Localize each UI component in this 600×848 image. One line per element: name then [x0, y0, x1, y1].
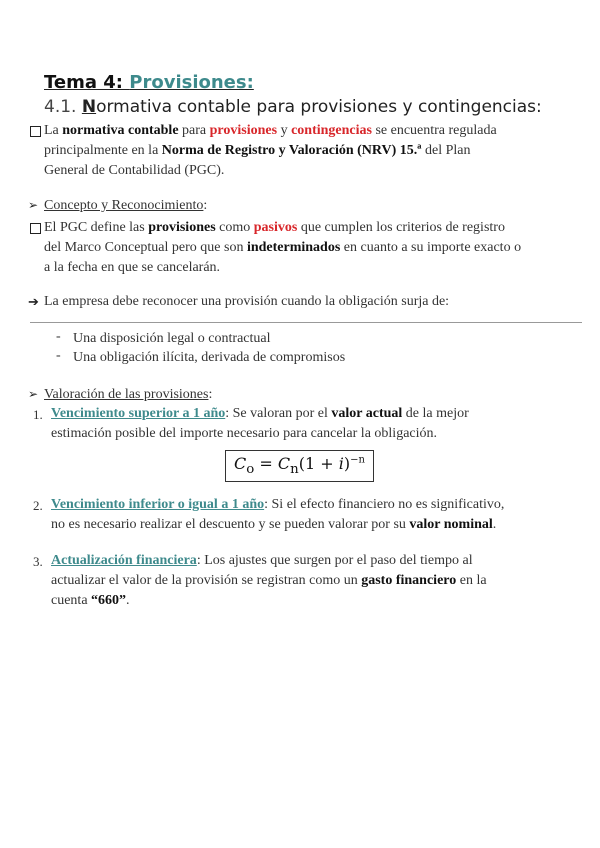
concept-line-1: El PGC define las provisiones como pasivos que cumplen los criterios de registro — [44, 220, 505, 235]
right-arrow-icon: ➔ — [28, 294, 39, 309]
arrowhead-bullet-icon: ➢ — [28, 387, 39, 401]
list-number: 1. — [33, 407, 43, 422]
intro-line-2: principalmente en la Norma de Registro y Valoración (NRV) 15.ª del Plan — [44, 143, 471, 158]
title-text: Provisiones: — [129, 72, 254, 93]
recognition-text: La empresa debe reconocer una provisión cuando la obligación surja de: — [44, 294, 450, 309]
divider — [30, 322, 582, 323]
section-title-text: ormativa contable para provisiones y contingencias: — [96, 97, 542, 117]
concept-line-2: del Marco Conceptual pero que son indeterminados en cuanto a su importe exacto o — [44, 240, 522, 255]
checkbox-icon — [30, 126, 41, 137]
section-first-letter: N — [81, 97, 97, 117]
list-number: 2. — [33, 498, 43, 513]
list-number: 3. — [33, 554, 43, 569]
intro-paragraph — [44, 121, 584, 181]
intro-line-3: General de Contabilidad (PGC). — [44, 163, 225, 178]
formula-box: $C_o = C_n(1 + i)^{-n}$ — [225, 450, 374, 482]
vencimiento-superior-link[interactable]: Vencimiento superior a 1 año — [51, 406, 226, 421]
page-title — [44, 72, 254, 93]
vencimiento-inferior-link[interactable]: Vencimiento inferior o igual a 1 año — [51, 497, 265, 512]
section-title — [44, 97, 542, 117]
actualizacion-financiera-link[interactable]: Actualización financiera — [51, 553, 197, 568]
valuation-item-3: Actualización financiera: Los ajustes que surgen por el paso del tiempo al actualizar el valor de la provisión se registran como un gasto financiero en la cuenta “660”. — [51, 553, 487, 608]
list-item: Una disposición legal o contractual — [73, 331, 271, 346]
list-item: Una obligación ilícita, derivada de compromisos — [73, 350, 346, 365]
concept-line-3: a la fecha en que se cancelarán. — [44, 260, 221, 275]
valuation-item-1: Vencimiento superior a 1 año: Se valoran por el valor actual de la mejor estimación posible del importe necesario para cancelar la obligación. — [51, 406, 469, 441]
intro-line-1: La normativa contable para provisiones y contingencias se encuentra regulada — [44, 123, 497, 138]
dash-bullet: - — [56, 329, 61, 344]
valuation-heading: Valoración de las provisiones: — [44, 387, 213, 402]
arrowhead-bullet-icon: ➢ — [28, 198, 39, 212]
concept-paragraph — [44, 218, 589, 278]
valuation-item-2: Vencimiento inferior o igual a 1 año: Si el efecto financiero no es significativo, no es necesario realizar el descuento y se pueden valorar por su valor nominal. — [51, 497, 505, 532]
checkbox-icon — [30, 223, 41, 234]
concept-heading: Concepto y Reconocimiento: — [44, 198, 208, 213]
dash-bullet: - — [56, 348, 61, 363]
section-number: 4.1. — [44, 97, 77, 117]
title-label: Tema 4: — [44, 72, 123, 93]
